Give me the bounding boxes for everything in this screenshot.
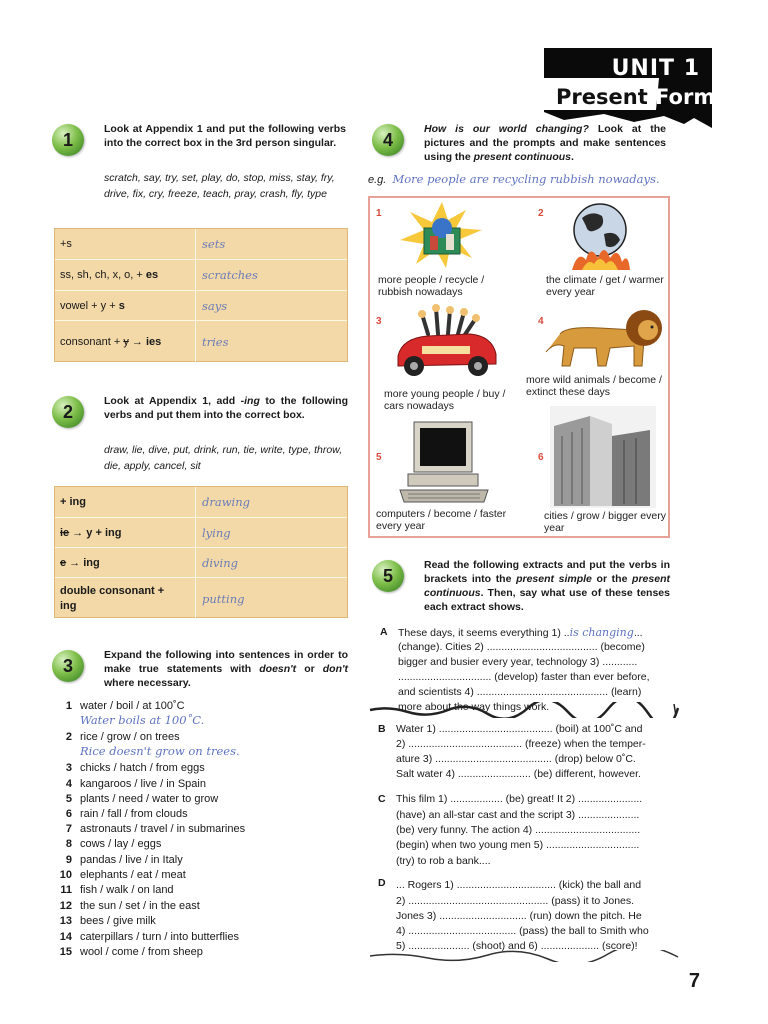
exercise-4-badge: 4 (372, 124, 404, 156)
rule-cell: vowel + y + s (60, 299, 125, 312)
picture-caption: cities / grow / bigger every year (544, 510, 666, 534)
exercise-1-table (54, 228, 348, 362)
page-number: 7 (688, 970, 700, 992)
answer-cell[interactable]: putting (195, 578, 347, 619)
unit-label: UNIT 1 (611, 56, 700, 81)
picture-number: 2 (538, 208, 544, 219)
text-line: Salt water 4) ......................... (be) different, however. (396, 768, 641, 780)
table-row (55, 290, 347, 320)
exercise-2-verb-list: draw, lie, dive, put, drink, run, tie, write, type, throw, die, apply, cancel, sit (104, 444, 343, 472)
exercise-5-badge: 5 (372, 560, 404, 592)
example-sentence: e.g. More people are recycling rubbish nowadays. (368, 172, 660, 186)
text-line: (have) an all-star cast and the script 3) ..................... (396, 809, 640, 821)
extract-letter: A (380, 626, 388, 638)
table-row (55, 547, 347, 577)
rule-cell: e → ing (60, 556, 100, 569)
picture-caption: more young people / buy / cars nowadays (384, 388, 506, 412)
picture-number: 3 (376, 316, 382, 327)
answer-cell[interactable]: sets (195, 229, 347, 259)
text-line: (be) very funny. The action 4) .................................... (396, 824, 641, 836)
picture-caption: more wild animals / become / extinct these days (526, 374, 662, 398)
text-line: bigger and busier every year, technology 3) ............ (398, 656, 638, 668)
lion-illustration (540, 306, 670, 372)
car-illustration (392, 304, 500, 386)
rule-cell: consonant + y → ies (60, 336, 162, 348)
table-row (55, 517, 347, 547)
extract-letter: C (378, 793, 386, 805)
table-row (55, 487, 347, 517)
burning-globe-illustration (562, 200, 638, 272)
computer-illustration (398, 420, 490, 504)
rule-cell: ie → y + ing (60, 526, 122, 539)
picture-caption: more people / recycle / rubbish nowadays (378, 274, 485, 298)
answer-cell[interactable]: diving (195, 548, 347, 577)
text-line: and scientists 4) ............................................. (learn) (398, 686, 642, 698)
picture-number: 4 (538, 316, 544, 327)
unit-banner (544, 48, 728, 128)
answer-cell[interactable]: lying (195, 518, 347, 547)
picture-number: 6 (538, 452, 544, 463)
torn-edge-bottom (368, 950, 680, 962)
text-line: Water 1) ....................................... (boil) at 100˚C and (396, 723, 643, 735)
exercise-4-instruction: How is our world changing? Look at the pictures and the prompts and make sentences using the present continuous. (424, 123, 666, 163)
rule-cell: ss, sh, ch, x, o, + es (60, 269, 159, 281)
table-row (55, 320, 347, 363)
text-line: (begin) when two young men 5) ................................ (396, 839, 640, 851)
answer-cell[interactable]: scratches (195, 260, 347, 290)
unit-title: Present Forms (556, 85, 728, 109)
text-line: Jones 3) .............................. (run) down the pitch. He (396, 910, 642, 922)
table-row (55, 229, 347, 259)
rule-cell: +s (60, 238, 72, 250)
extract-letter: B (378, 723, 386, 735)
text-line: 2) ....................................... (freeze) when the temper- (396, 738, 646, 750)
answer-cell[interactable]: tries (195, 321, 347, 363)
table-row (55, 259, 347, 290)
exercise-1-badge: 1 (52, 124, 84, 156)
picture-caption: the climate / get / warmer every year (546, 274, 664, 298)
text-line: more about the way things work. (398, 701, 550, 713)
rule-cell: double consonant + ing (60, 584, 165, 612)
exercise-2-instruction: Look at Appendix 1, add -ing to the following verbs and put them into the correct box. (104, 395, 349, 421)
exercise-3-badge: 3 (52, 650, 84, 682)
text-line: (try) to rob a bank.... (396, 855, 491, 867)
text-line: ... Rogers 1) .................................. (kick) the ball and (396, 879, 642, 891)
text-line: 4) ..................................... (pass) the ball to Smith who (396, 925, 649, 937)
text-line: (change). Cities 2) ...................................... (become) (398, 641, 645, 653)
table-row (55, 577, 347, 619)
text-line: These days, it seems everything 1) ..is changing... (398, 626, 643, 639)
exercise-2-table (54, 486, 348, 618)
exercise-1-instruction: Look at Appendix 1 and put the following verbs into the correct box in the 3rd person singular. (104, 123, 346, 149)
text-line: ature 3) ........................................ (drop) below 0˚C. (396, 753, 636, 765)
text-line: This film 1) .................. (be) great! It 2) ...................... (396, 793, 643, 805)
recycling-illustration (396, 200, 488, 270)
extract-letter: D (378, 877, 386, 889)
text-line: 5) ..................... (shoot) and 6) .................... (score)! (396, 940, 638, 952)
picture-grid (368, 196, 670, 538)
exercise-2-badge: 2 (52, 396, 84, 428)
torn-edge-divider (368, 702, 680, 718)
exercise-5-instruction: Read the following extracts and put the verbs in brackets into the present simple or the present continuous. Then, say what use of these tenses each extract shows. (424, 559, 670, 613)
text-line: ................................ (develop) faster than ever before, (398, 671, 650, 683)
rule-cell: + ing (60, 496, 86, 508)
answer-cell[interactable]: drawing (195, 487, 347, 517)
picture-number: 5 (376, 452, 382, 463)
picture-number: 1 (376, 208, 382, 219)
text-line: 2) ................................................ (pass) it to Jones. (396, 895, 635, 907)
picture-caption: computers / become / faster every year (376, 508, 507, 532)
answer-cell[interactable]: says (195, 291, 347, 320)
exercise-1-verb-list: scratch, say, try, set, play, do, stop, miss, stay, fry, drive, fix, cry, freeze, teach, pray, crash, fly, type (104, 172, 335, 200)
city-illustration (550, 406, 656, 508)
exercise-3-instruction: Expand the following into sentences in order to make true statements with doesn't or don't where necessary. (104, 649, 349, 689)
